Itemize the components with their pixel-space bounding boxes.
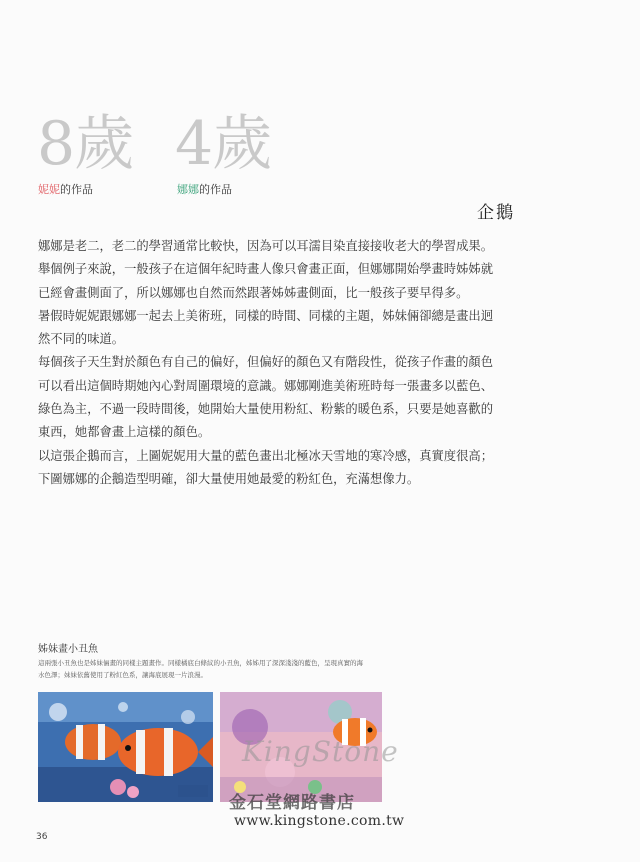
paragraph-4: 以這張企鵝而言，上圖妮妮用大量的藍色畫出北極冰天雪地的寒冷感，真實度很高；下圖娜娜的企鵝造型明確，卻大量使用她最愛的粉紅色，充滿想像力。 (38, 448, 493, 486)
caption-left (38, 183, 93, 197)
page-number: 36 (36, 832, 48, 842)
article-title: 企鵝 (477, 203, 515, 223)
caption-right-suffix: 的作品 (199, 183, 232, 196)
paragraph-3: 每個孩子天生對於顏色有自己的偏好，但偏好的顏色又有階段性，從孩子作畫的顏色可以看出這個時期她內心對周圍環境的意識。娜娜剛進美術班時每一張畫多以藍色、綠色為主，不過一段時間後，她開始大量使用粉紅、粉紫的暖色系，只要是她喜歡的東西，她都會畫上這樣的顏色。 (38, 355, 493, 440)
age-heading-right: 4歲 (175, 109, 272, 179)
clownfish-painting-left (38, 692, 213, 802)
watermark-url: www.kingstone.com.tw (234, 813, 405, 829)
age-heading-left: 8歲 (37, 109, 134, 179)
paragraph-1: 娜娜是老二，老二的學習通常比較快，因為可以耳濡目染直接接收老大的學習成果。舉個例子來說，一般孩子在這個年紀時畫人像只會畫正面，但娜娜開始學畫時姊姊就已經會畫側面了，所以娜娜也自然而然跟著姊姊畫側面，比一般孩子要早得多。 (38, 239, 493, 300)
watermark-store-name: 金石堂網路書店 (229, 793, 355, 813)
watermark-logo: KingStone (242, 735, 399, 768)
caption-right-name: 娜娜 (177, 183, 199, 196)
inset-description: 這兩張小丑魚也是姊妹倆畫的同樣主題畫作。同樣橘底白條紋的小丑魚，姊姊用了深深淺淺的藍色，呈現真實的海水色澤；妹妹依舊使用了粉紅色系，讓海底展現一片浪漫。 (38, 659, 363, 679)
caption-left-suffix: 的作品 (60, 183, 93, 196)
paragraph-2: 暑假時妮妮跟娜娜一起去上美術班，同樣的時間、同樣的主題，姊妹倆卻總是畫出迥然不同的味道。 (38, 308, 493, 347)
caption-left-name: 妮妮 (38, 183, 60, 196)
inset-title: 姊妹畫小丑魚 (38, 644, 98, 655)
caption-right (177, 183, 232, 197)
article-body (38, 235, 498, 491)
